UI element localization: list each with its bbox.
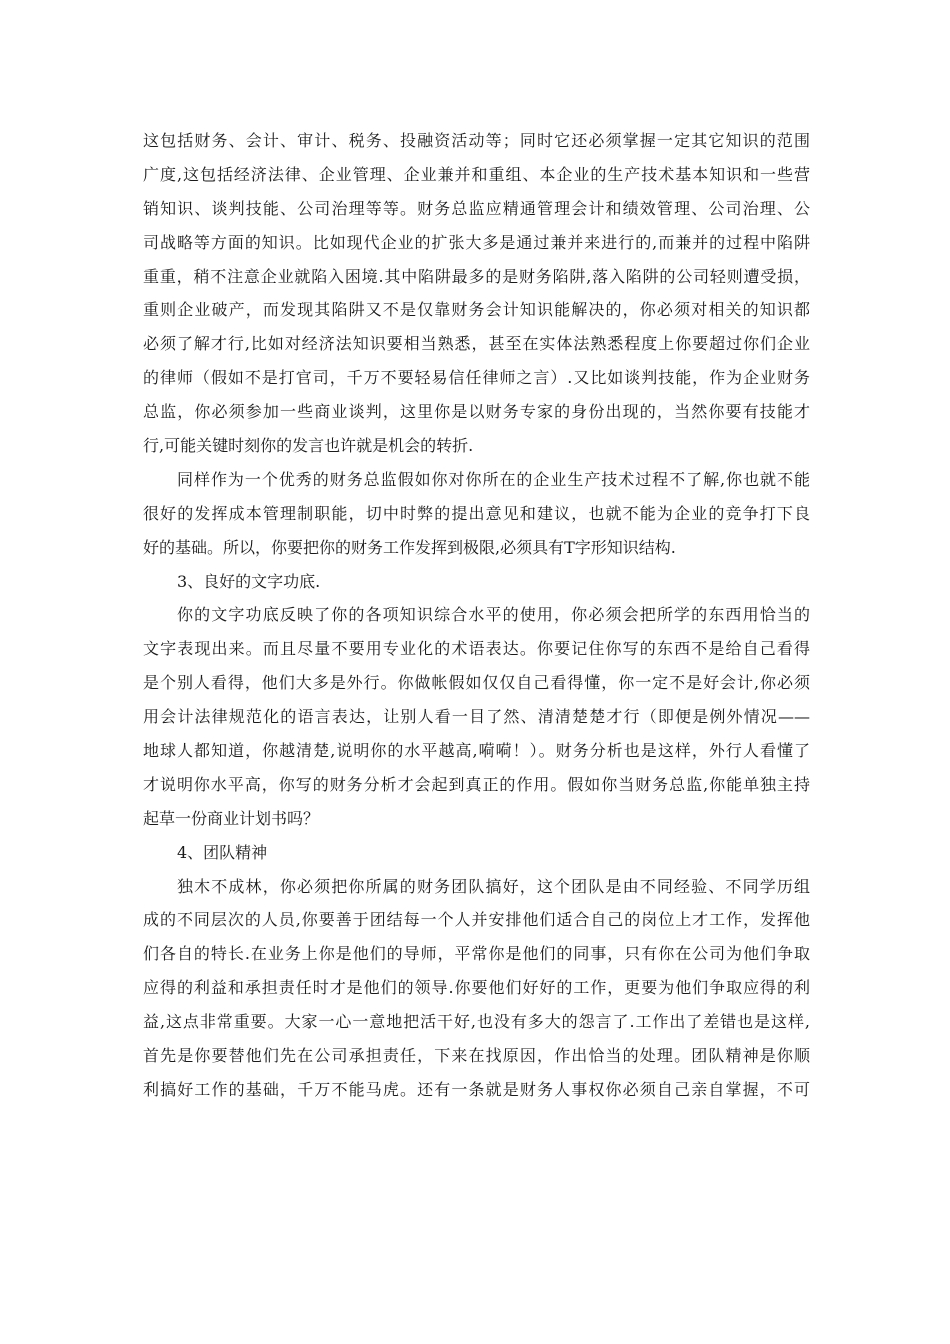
text-line: 们各自的特长.在业务上你是他们的导师，平常你是他们的同事，只有你在公司为他们争取 (143, 944, 810, 964)
text-line: 这包括财务、会计、审计、税务、投融资活动等；同时它还必须掌握一定其它知识的范围 (143, 131, 810, 150)
text-line: 行,可能关键时刻你的发言也许就是机会的转折. (143, 436, 474, 456)
text-line: 3、良好的文字功底. (177, 571, 321, 591)
text-line: 应得的利益和承担责任时才是他们的领导.你要他们好好的工作，更要为他们争取应得的利 (143, 978, 810, 998)
text-line: 文字表现出来。而且尽量不要用专业化的术语表达。你要记住你写的东西不是给自己看得 (143, 639, 810, 659)
text-line: 必须了解才行,比如对经济法知识要相当熟悉，甚至在实体法熟悉程度上你要超过你们企业 (143, 334, 810, 354)
text-line: 才说明你水平高，你写的财务分析才会起到真正的作用。假如你当财务总监,你能单独主持 (143, 774, 810, 794)
text-line: 销知识、谈判技能、公司治理等等。财务总监应精通管理会计和绩效管理、公司治理、公 (143, 198, 810, 218)
text-line: 你的文字功底反映了你的各项知识综合水平的使用，你必须会把所学的东西用恰当的 (177, 605, 810, 625)
text-line: 4、团队精神 (177, 842, 268, 862)
text-line: 利搞好工作的基础，千万不能马虎。还有一条就是财务人事权你必须自己亲自掌握，不可 (143, 1079, 810, 1099)
text-line: 成的不同层次的人员,你要善于团结每一个人并安排他们适合自己的岗位上才工作，发挥他 (143, 910, 810, 930)
text-line: 地球人都知道，你越清楚,说明你的水平越高,嗬嗬！）。财务分析也是这样，外行人看懂了 (143, 741, 810, 761)
text-line: 好的基础。所以，你要把你的财务工作发挥到极限,必须具有T字形知识结构. (143, 537, 676, 557)
text-line: 用会计法律规范化的语言表达，让别人看一目了然、清清楚楚才行（即便是例外情况—— (143, 707, 810, 727)
text-line: 总监，你必须参加一些商业谈判，这里你是以财务专家的身份出现的，当然你要有技能才 (143, 402, 810, 422)
text-line: 重重，稍不注意企业就陷入困境.其中陷阱最多的是财务陷阱,落入陷阱的公司轻则遭受损， (143, 266, 810, 286)
text-line: 起草一份商业计划书吗？ (143, 808, 320, 828)
text-line: 很好的发挥成本管理制职能，切中时弊的提出意见和建议，也就不能为企业的竞争打下良 (143, 503, 810, 523)
text-line: 同样作为一个优秀的财务总监假如你对你所在的企业生产技术过程不了解,你也就不能 (177, 469, 810, 489)
text-line: 重则企业破产，而发现其陷阱又不是仅靠财务会计知识能解决的，你必须对相关的知识都 (143, 300, 810, 320)
text-line: 广度,这包括经济法律、企业管理、企业兼并和重组、本企业的生产技术基本知识和一些营 (143, 164, 810, 184)
text-line: 首先是你要替他们先在公司承担责任，下来在找原因，作出恰当的处理。团队精神是你顺 (143, 1046, 810, 1066)
document-body (143, 124, 810, 1107)
text-line: 益,这点非常重要。大家一心一意地把活干好,也没有多大的怨言了.工作出了差错也是这样, (143, 1012, 810, 1032)
text-line: 的律师（假如不是打官司，千万不要轻易信任律师之言）.又比如谈判技能，作为企业财务 (143, 368, 810, 388)
text-line: 司战略等方面的知识。比如现代企业的扩张大多是通过兼并来进行的,而兼并的过程中陷阱 (143, 232, 810, 252)
text-line: 独木不成林，你必须把你所属的财务团队搞好，这个团队是由不同经验、不同学历组 (177, 876, 810, 896)
text-line: 是个别人看得，他们大多是外行。你做帐假如仅仅自己看得懂，你一定不是好会计,你必须 (143, 673, 810, 693)
